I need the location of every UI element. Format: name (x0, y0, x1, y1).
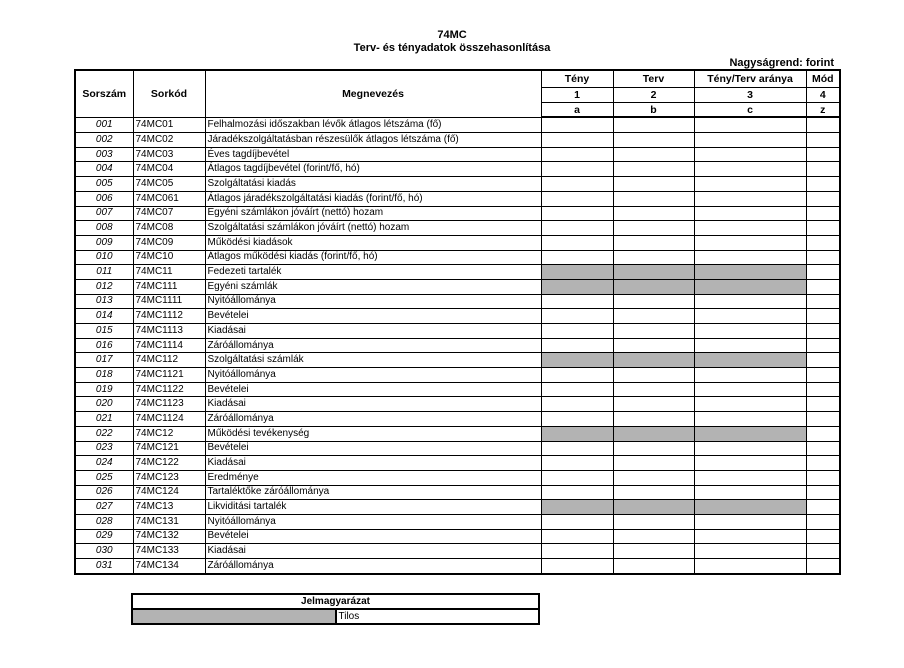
cell-terv (613, 426, 694, 441)
table-row (75, 221, 840, 236)
col-header-teny: Tény (541, 70, 613, 88)
col-number-3: 3 (694, 88, 806, 103)
table-row (75, 353, 840, 368)
row-number: 013 (75, 294, 133, 309)
row-name: Záróállománya (205, 338, 541, 353)
col-header-terv: Terv (613, 70, 694, 88)
cell-mod[interactable] (806, 500, 840, 515)
table-row (75, 294, 840, 309)
cell-terv[interactable] (613, 412, 694, 427)
cell-terv[interactable] (613, 441, 694, 456)
row-code: 74MC03 (133, 147, 205, 162)
row-number: 005 (75, 177, 133, 192)
cell-terv[interactable] (613, 191, 694, 206)
row-name: Éves tagdíjbevétel (205, 147, 541, 162)
cell-teny (541, 353, 613, 368)
cell-mod[interactable] (806, 544, 840, 559)
cell-mod[interactable] (806, 529, 840, 544)
cell-mod[interactable] (806, 294, 840, 309)
row-name: Bevételei (205, 382, 541, 397)
row-code: 74MC1121 (133, 368, 205, 383)
row-name: Szolgáltatási számlák (205, 353, 541, 368)
cell-teny (541, 426, 613, 441)
row-number: 004 (75, 162, 133, 177)
cell-arany[interactable] (694, 324, 806, 339)
cell-terv[interactable] (613, 235, 694, 250)
row-code: 74MC123 (133, 470, 205, 485)
col-number-1: 1 (541, 88, 613, 103)
cell-mod[interactable] (806, 147, 840, 162)
cell-terv[interactable] (613, 117, 694, 132)
cell-mod[interactable] (806, 324, 840, 339)
cell-mod[interactable] (806, 177, 840, 192)
row-number: 006 (75, 191, 133, 206)
row-name: Szolgáltatási számlákon jóváírt (nettó) hozam (205, 221, 541, 236)
row-code: 74MC02 (133, 133, 205, 148)
legend-table (131, 593, 540, 625)
cell-mod[interactable] (806, 250, 840, 265)
unit-label: Nagyságrend: forint (729, 57, 834, 69)
cell-arany[interactable] (694, 485, 806, 500)
row-number: 002 (75, 133, 133, 148)
row-number: 026 (75, 485, 133, 500)
cell-mod[interactable] (806, 412, 840, 427)
cell-arany[interactable] (694, 235, 806, 250)
col-letter-a: a (541, 102, 613, 117)
row-number: 012 (75, 279, 133, 294)
cell-teny[interactable] (541, 221, 613, 236)
row-number: 027 (75, 500, 133, 515)
table-row (75, 206, 840, 221)
cell-teny[interactable] (541, 117, 613, 132)
table-row (75, 309, 840, 324)
cell-teny[interactable] (541, 397, 613, 412)
cell-mod[interactable] (806, 338, 840, 353)
cell-teny[interactable] (541, 559, 613, 574)
cell-arany[interactable] (694, 250, 806, 265)
table-row (75, 368, 840, 383)
col-letter-z: z (806, 102, 840, 117)
cell-terv[interactable] (613, 162, 694, 177)
cell-mod[interactable] (806, 368, 840, 383)
row-number: 001 (75, 117, 133, 132)
cell-arany[interactable] (694, 559, 806, 574)
cell-terv (613, 353, 694, 368)
row-number: 011 (75, 265, 133, 280)
row-name: Záróállománya (205, 559, 541, 574)
cell-teny[interactable] (541, 294, 613, 309)
col-header-sorszam: Sorszám (75, 70, 133, 117)
row-code: 74MC01 (133, 117, 205, 132)
data-table (74, 69, 841, 575)
row-number: 029 (75, 529, 133, 544)
cell-mod[interactable] (806, 397, 840, 412)
cell-arany[interactable] (694, 191, 806, 206)
row-code: 74MC121 (133, 441, 205, 456)
row-code: 74MC09 (133, 235, 205, 250)
cell-teny[interactable] (541, 441, 613, 456)
row-name: Működési tevékenység (205, 426, 541, 441)
row-name: Eredménye (205, 470, 541, 485)
cell-mod[interactable] (806, 353, 840, 368)
row-number: 031 (75, 559, 133, 574)
cell-terv[interactable] (613, 529, 694, 544)
row-name: Fedezeti tartalék (205, 265, 541, 280)
cell-terv[interactable] (613, 294, 694, 309)
table-row (75, 544, 840, 559)
table-row (75, 500, 840, 515)
cell-terv[interactable] (613, 309, 694, 324)
cell-arany[interactable] (694, 309, 806, 324)
table-row (75, 324, 840, 339)
row-code: 74MC131 (133, 514, 205, 529)
cell-teny[interactable] (541, 470, 613, 485)
table-row (75, 529, 840, 544)
cell-arany[interactable] (694, 382, 806, 397)
row-name: Egyéni számlák (205, 279, 541, 294)
cell-teny[interactable] (541, 514, 613, 529)
table-row (75, 559, 840, 574)
cell-teny[interactable] (541, 133, 613, 148)
cell-mod[interactable] (806, 382, 840, 397)
cell-terv[interactable] (613, 147, 694, 162)
row-code: 74MC05 (133, 177, 205, 192)
row-number: 030 (75, 544, 133, 559)
cell-teny[interactable] (541, 529, 613, 544)
cell-arany[interactable] (694, 338, 806, 353)
table-row (75, 470, 840, 485)
cell-terv[interactable] (613, 338, 694, 353)
row-name: Nyitóállománya (205, 294, 541, 309)
cell-teny[interactable] (541, 412, 613, 427)
cell-mod[interactable] (806, 441, 840, 456)
cell-arany[interactable] (694, 162, 806, 177)
cell-terv[interactable] (613, 133, 694, 148)
row-code: 74MC1111 (133, 294, 205, 309)
cell-teny[interactable] (541, 191, 613, 206)
cell-teny[interactable] (541, 235, 613, 250)
cell-mod[interactable] (806, 514, 840, 529)
row-number: 020 (75, 397, 133, 412)
row-code: 74MC132 (133, 529, 205, 544)
row-code: 74MC11 (133, 265, 205, 280)
row-name: Egyéni számlákon jóváírt (nettó) hozam (205, 206, 541, 221)
table-row (75, 162, 840, 177)
col-number-2: 2 (613, 88, 694, 103)
row-number: 025 (75, 470, 133, 485)
cell-terv[interactable] (613, 324, 694, 339)
cell-mod[interactable] (806, 235, 840, 250)
table-row (75, 279, 840, 294)
row-code: 74MC04 (133, 162, 205, 177)
cell-teny[interactable] (541, 368, 613, 383)
row-number: 015 (75, 324, 133, 339)
row-code: 74MC111 (133, 279, 205, 294)
row-name: Záróállománya (205, 412, 541, 427)
cell-teny[interactable] (541, 309, 613, 324)
table-row (75, 338, 840, 353)
row-name: Nyitóállománya (205, 368, 541, 383)
row-number: 021 (75, 412, 133, 427)
cell-terv[interactable] (613, 206, 694, 221)
cell-mod[interactable] (806, 309, 840, 324)
cell-terv[interactable] (613, 514, 694, 529)
row-code: 74MC08 (133, 221, 205, 236)
cell-mod[interactable] (806, 265, 840, 280)
table-row (75, 514, 840, 529)
cell-terv[interactable] (613, 456, 694, 471)
cell-terv[interactable] (613, 544, 694, 559)
cell-terv[interactable] (613, 368, 694, 383)
table-row (75, 133, 840, 148)
cell-terv[interactable] (613, 397, 694, 412)
cell-mod[interactable] (806, 206, 840, 221)
table-row (75, 412, 840, 427)
form-subtitle: Terv- és tényadatok összehasonlítása (353, 42, 551, 54)
row-code: 74MC134 (133, 559, 205, 574)
row-name: Szolgáltatási kiadás (205, 177, 541, 192)
cell-mod[interactable] (806, 426, 840, 441)
cell-mod[interactable] (806, 456, 840, 471)
row-number: 028 (75, 514, 133, 529)
col-letter-c: c (694, 102, 806, 117)
row-number: 023 (75, 441, 133, 456)
cell-mod[interactable] (806, 133, 840, 148)
row-code: 74MC07 (133, 206, 205, 221)
cell-arany (694, 279, 806, 294)
cell-arany (694, 265, 806, 280)
cell-arany[interactable] (694, 221, 806, 236)
cell-teny[interactable] (541, 544, 613, 559)
cell-arany[interactable] (694, 412, 806, 427)
legend-title: Jelmagyarázat (132, 594, 539, 609)
row-name: Kiadásai (205, 324, 541, 339)
cell-terv[interactable] (613, 221, 694, 236)
cell-mod[interactable] (806, 470, 840, 485)
row-name: Átlagos tagdíjbevétel (forint/fő, hó) (205, 162, 541, 177)
row-name: Bevételei (205, 529, 541, 544)
cell-teny[interactable] (541, 485, 613, 500)
col-header-mod: Mód (806, 70, 840, 88)
cell-arany[interactable] (694, 294, 806, 309)
table-row (75, 426, 840, 441)
cell-teny (541, 265, 613, 280)
row-name: Kiadásai (205, 456, 541, 471)
row-number: 016 (75, 338, 133, 353)
cell-arany[interactable] (694, 529, 806, 544)
table-row (75, 397, 840, 412)
row-code: 74MC1122 (133, 382, 205, 397)
col-header-arany: Tény/Terv aránya (694, 70, 806, 88)
cell-teny[interactable] (541, 456, 613, 471)
cell-terv[interactable] (613, 382, 694, 397)
cell-teny (541, 279, 613, 294)
row-code: 74MC1114 (133, 338, 205, 353)
cell-arany[interactable] (694, 206, 806, 221)
cell-teny[interactable] (541, 206, 613, 221)
row-name: Kiadásai (205, 544, 541, 559)
cell-arany[interactable] (694, 456, 806, 471)
cell-terv[interactable] (613, 250, 694, 265)
table-row (75, 235, 840, 250)
row-number: 009 (75, 235, 133, 250)
cell-teny[interactable] (541, 147, 613, 162)
row-code: 74MC061 (133, 191, 205, 206)
cell-arany[interactable] (694, 117, 806, 132)
row-number: 008 (75, 221, 133, 236)
table-row (75, 117, 840, 132)
cell-arany[interactable] (694, 514, 806, 529)
cell-arany[interactable] (694, 441, 806, 456)
cell-teny[interactable] (541, 382, 613, 397)
row-number: 024 (75, 456, 133, 471)
cell-mod[interactable] (806, 117, 840, 132)
row-code: 74MC122 (133, 456, 205, 471)
row-number: 010 (75, 250, 133, 265)
row-number: 018 (75, 368, 133, 383)
cell-terv[interactable] (613, 559, 694, 574)
row-name: Kiadásai (205, 397, 541, 412)
cell-terv[interactable] (613, 177, 694, 192)
cell-arany[interactable] (694, 177, 806, 192)
row-code: 74MC1112 (133, 309, 205, 324)
cell-arany[interactable] (694, 397, 806, 412)
cell-terv[interactable] (613, 485, 694, 500)
legend-gray-swatch (132, 609, 336, 624)
form-code-title: 74MC (437, 29, 467, 41)
row-name: Felhalmozási időszakban lévők átlagos létszáma (fő) (205, 117, 541, 132)
cell-mod[interactable] (806, 485, 840, 500)
row-number: 003 (75, 147, 133, 162)
cell-teny (541, 500, 613, 515)
row-code: 74MC124 (133, 485, 205, 500)
cell-arany (694, 500, 806, 515)
row-number: 007 (75, 206, 133, 221)
cell-arany[interactable] (694, 368, 806, 383)
cell-mod[interactable] (806, 162, 840, 177)
table-row (75, 441, 840, 456)
row-code: 74MC12 (133, 426, 205, 441)
table-row (75, 382, 840, 397)
cell-teny[interactable] (541, 338, 613, 353)
cell-arany[interactable] (694, 544, 806, 559)
row-name: Átlagos működési kiadás (forint/fő, hó) (205, 250, 541, 265)
col-header-sorkod: Sorkód (133, 70, 205, 117)
cell-teny[interactable] (541, 324, 613, 339)
table-row (75, 191, 840, 206)
row-code: 74MC1123 (133, 397, 205, 412)
table-row (75, 456, 840, 471)
cell-teny[interactable] (541, 250, 613, 265)
row-number: 022 (75, 426, 133, 441)
row-name: Átlagos járadékszolgáltatási kiadás (forint/fő, hó) (205, 191, 541, 206)
row-code: 74MC10 (133, 250, 205, 265)
table-row (75, 177, 840, 192)
cell-terv (613, 265, 694, 280)
col-letter-b: b (613, 102, 694, 117)
cell-mod[interactable] (806, 191, 840, 206)
legend-label-tilos: Tilos (336, 609, 540, 624)
cell-teny[interactable] (541, 177, 613, 192)
cell-mod[interactable] (806, 559, 840, 574)
cell-arany[interactable] (694, 470, 806, 485)
cell-teny[interactable] (541, 162, 613, 177)
row-name: Működési kiadások (205, 235, 541, 250)
row-name: Bevételei (205, 309, 541, 324)
cell-arany (694, 353, 806, 368)
table-row (75, 265, 840, 280)
cell-arany (694, 426, 806, 441)
row-name: Likviditási tartalék (205, 500, 541, 515)
row-name: Bevételei (205, 441, 541, 456)
row-code: 74MC112 (133, 353, 205, 368)
row-code: 74MC13 (133, 500, 205, 515)
cell-arany[interactable] (694, 133, 806, 148)
table-row (75, 250, 840, 265)
row-code: 74MC1113 (133, 324, 205, 339)
cell-terv[interactable] (613, 470, 694, 485)
col-header-megnevezes: Megnevezés (205, 70, 541, 117)
row-number: 017 (75, 353, 133, 368)
cell-mod[interactable] (806, 221, 840, 236)
cell-terv (613, 500, 694, 515)
cell-mod[interactable] (806, 279, 840, 294)
cell-arany[interactable] (694, 147, 806, 162)
table-row (75, 147, 840, 162)
row-name: Nyitóállománya (205, 514, 541, 529)
row-code: 74MC133 (133, 544, 205, 559)
cell-terv (613, 279, 694, 294)
col-number-4: 4 (806, 88, 840, 103)
row-name: Járadékszolgáltatásban részesülők átlagos létszáma (fő) (205, 133, 541, 148)
row-number: 014 (75, 309, 133, 324)
row-name: Tartaléktőke záróállománya (205, 485, 541, 500)
row-number: 019 (75, 382, 133, 397)
table-row (75, 485, 840, 500)
row-code: 74MC1124 (133, 412, 205, 427)
